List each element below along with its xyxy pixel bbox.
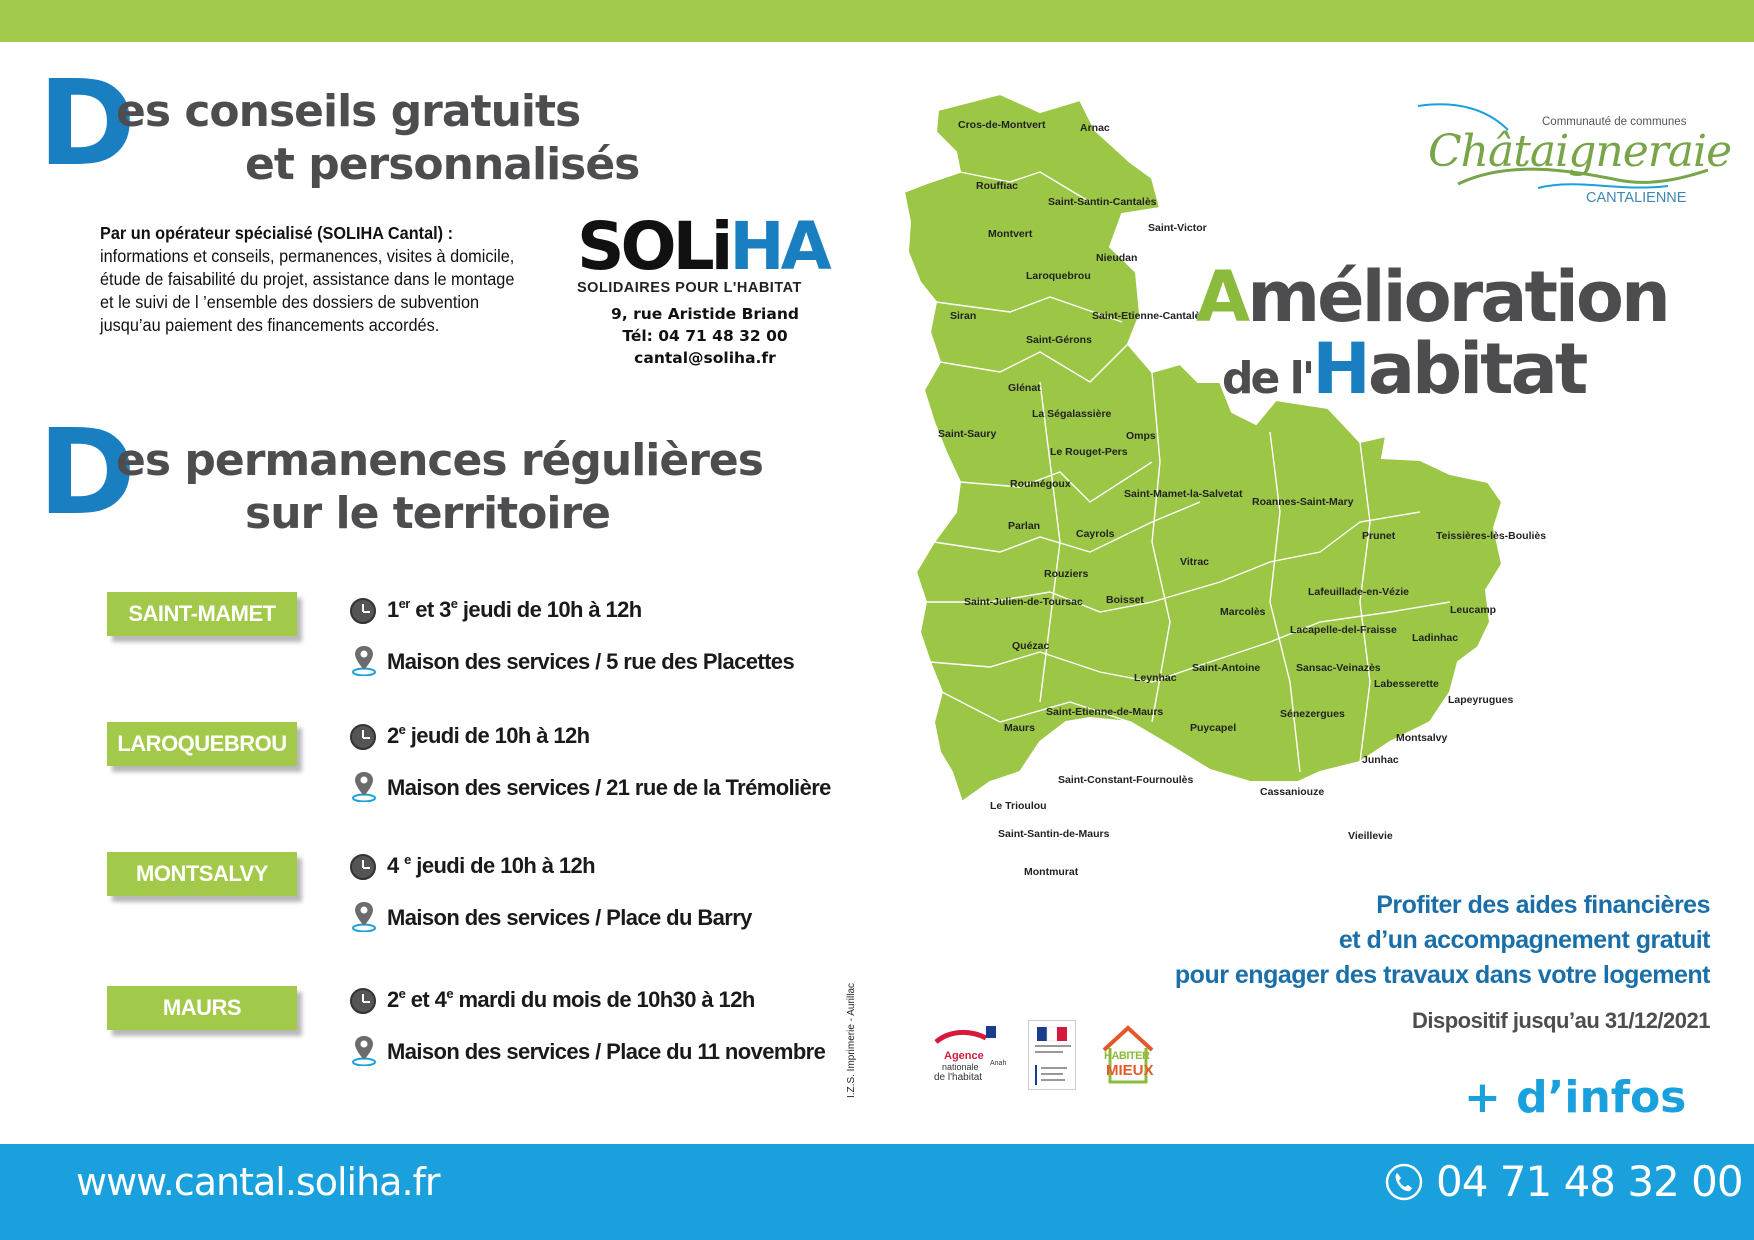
map-label: Saint-Etienne-Cantalès — [1092, 310, 1207, 322]
map-label: Sénezergues — [1280, 708, 1345, 720]
map-label: Lapeyrugues — [1448, 694, 1514, 706]
title-line1-rest: mélioration — [1247, 256, 1668, 338]
map-label: Nieudan — [1096, 252, 1138, 264]
map-label: Montvert — [988, 228, 1033, 240]
clock-icon — [350, 724, 376, 750]
map-label: Cassaniouze — [1260, 786, 1325, 798]
town-badge: SAINT-MAMET — [107, 592, 297, 636]
clock-icon — [350, 598, 376, 624]
map-label: Cayrols — [1076, 528, 1115, 540]
soliha-contact — [560, 303, 850, 369]
map-label: Teissières-lès-Bouliès — [1436, 530, 1547, 542]
heading-conseils-line2: et personnalisés — [245, 139, 640, 190]
soliha-tagline: SOLIDAIRES POUR L'HABITAT — [577, 280, 802, 296]
town-badge: MAURS — [107, 986, 297, 1030]
plus-infos: + d’infos — [1464, 1076, 1687, 1116]
profit-line1: Profiter des aides financières — [1376, 891, 1710, 919]
heading-permanences-initial: D — [38, 403, 136, 541]
map-label: Prunet — [1362, 530, 1396, 542]
map-label: Montsalvy — [1396, 732, 1448, 744]
chataigneraie-top: Communauté de communes — [1542, 116, 1687, 128]
clock-icon — [350, 854, 376, 880]
profit-text — [1060, 888, 1710, 993]
intro-lead: Par un opérateur spécialisé (SOLIHA Cantal) : — [100, 223, 454, 243]
schedule-where: Maison des services / Place du Barry — [387, 905, 752, 930]
map-label: Omps — [1126, 430, 1156, 442]
map-label: Marcolès — [1220, 606, 1266, 618]
map-label: Saint-Etienne-de-Maurs — [1046, 706, 1164, 718]
map-label: La Ségalassière — [1032, 408, 1112, 420]
map-label: Saint-Victor — [1148, 222, 1207, 234]
habiter-line1: HABITER — [1104, 1050, 1150, 1062]
title-line2-rest: abitat — [1367, 328, 1586, 410]
map-label: Leucamp — [1450, 604, 1497, 616]
heading-permanences-line2: sur le territoire — [245, 488, 611, 539]
heading-permanences-line1: es permanences régulières — [116, 435, 763, 486]
map-label: Labesserette — [1374, 678, 1439, 690]
map-label: Siran — [950, 310, 977, 322]
map-label: Saint-Mamet-la-Salvetat — [1124, 488, 1243, 500]
clock-icon — [350, 988, 376, 1014]
profit-line2: et d’un accompagnement gratuit — [1338, 926, 1710, 954]
map-label: Saint-Julien-de-Toursac — [964, 596, 1083, 608]
map-label: Saint-Gérons — [1026, 334, 1092, 346]
schedule-row — [0, 592, 900, 702]
map-label: Parlan — [1008, 520, 1041, 532]
map-label: Glénat — [1008, 382, 1041, 394]
soliha-logo-accent: HA — [729, 208, 828, 285]
title-line2 — [1222, 328, 1586, 410]
top-green-band — [0, 0, 1754, 42]
map-label: Ladinhac — [1412, 632, 1459, 644]
map-label: Roumégoux — [1010, 478, 1071, 490]
town-badge: MONTSALVY — [107, 852, 297, 896]
anah-small: Anah — [990, 1060, 1007, 1067]
schedule-where: Maison des services / 21 rue de la Trémolière — [387, 775, 831, 800]
soliha-logo-main: SOLi — [577, 208, 730, 285]
intro-body: informations et conseils, permanences, visites à domicile, étude de faisabilité du projet, assistance dans le montage et le suivi de l ’ensemble des dossiers de subvention jusqu’au paiement des financements accordés. — [100, 246, 515, 335]
location-pin-icon — [352, 644, 376, 676]
map-label: Boisset — [1106, 594, 1144, 606]
map-label: Arnac — [1080, 122, 1110, 134]
map-label: Saint-Saury — [938, 428, 997, 440]
map-label: Junhac — [1362, 754, 1399, 766]
anah-line3: de l'habitat — [934, 1072, 983, 1083]
map-label: Roannes-Saint-Mary — [1252, 496, 1354, 508]
anah-logo — [930, 1020, 1010, 1090]
map-label: Laroquebrou — [1026, 270, 1091, 282]
soliha-email[interactable]: cantal@soliha.fr — [634, 349, 776, 367]
map-label: Le Rouget-Pers — [1050, 446, 1128, 458]
map-label: Rouziers — [1044, 568, 1089, 580]
intro-text — [100, 222, 519, 337]
anah-line2: nationale — [942, 1062, 979, 1072]
printer-credit: I.Z.S. Imprimerie - Aurillac — [846, 982, 857, 1098]
map-label: Sansac-Veinazès — [1296, 662, 1381, 674]
habiter-mieux-logo — [1098, 1020, 1158, 1090]
map-label: Saint-Constant-Fournoulès — [1058, 774, 1194, 786]
title-line1 — [1196, 256, 1668, 338]
map-label: Quézac — [1012, 640, 1050, 652]
map-label: Leynhac — [1134, 672, 1177, 684]
map-label: Lacapelle-del-Fraisse — [1290, 624, 1397, 636]
map-label: Maurs — [1004, 722, 1035, 734]
location-pin-icon — [352, 900, 376, 932]
location-pin-icon — [352, 770, 376, 802]
map-label: Montmurat — [1024, 866, 1079, 878]
soliha-logo — [577, 208, 828, 296]
dispositif-date: Dispositif jusqu’au 31/12/2021 — [1411, 1008, 1710, 1033]
title-initial-a: A — [1196, 256, 1248, 338]
schedule-when: 2e jeudi de 10h à 12h — [387, 722, 590, 748]
schedule-when: 4 $^e$ jeudi de 10h à 12h — [387, 852, 596, 878]
map-label: Vitrac — [1180, 556, 1209, 568]
town-badge: LAROQUEBROU — [107, 722, 297, 766]
chataigneraie-sub: CANTALIENNE — [1586, 190, 1687, 206]
map-label: Puycapel — [1190, 722, 1237, 734]
phone-number[interactable]: 04 71 48 32 00 — [1436, 1157, 1743, 1206]
heading-conseils-line1: es conseils gratuits — [116, 86, 581, 137]
schedule-when: 1er et 3e jeudi de 10h à 12h — [387, 596, 642, 622]
chataigneraie-name: Châtaigneraie — [1428, 126, 1732, 177]
schedule-row — [0, 986, 900, 1096]
schedule-where: Maison des services / Place du 11 novembre — [387, 1039, 826, 1064]
map-label: Saint-Antoine — [1192, 662, 1261, 674]
marianne-icon — [1029, 1021, 1077, 1091]
location-pin-icon — [352, 1034, 376, 1066]
habiter-line2: MIEUX — [1106, 1062, 1154, 1079]
website-link[interactable]: www.cantal.soliha.fr — [76, 1160, 440, 1204]
profit-line3: pour engager des travaux dans votre logement — [1174, 961, 1710, 989]
map-label: Le Trioulou — [990, 800, 1047, 812]
schedule-where: Maison des services / 5 rue des Placettes — [387, 649, 795, 674]
title-initial-h: H — [1312, 328, 1368, 410]
map-label: Cros-de-Montvert — [958, 119, 1046, 131]
heading-conseils-initial: D — [38, 54, 136, 192]
soliha-address: 9, rue Aristide Briand — [611, 305, 799, 323]
schedule-row — [0, 852, 900, 962]
chataigneraie-logo — [1418, 100, 1732, 210]
phone-icon — [1384, 1162, 1424, 1202]
anah-line1: Agence — [944, 1050, 984, 1062]
schedule-row — [0, 722, 900, 832]
title-line2-prefix: de l' — [1222, 353, 1313, 404]
map-label: Saint-Santin-Cantalès — [1048, 196, 1157, 208]
schedule-when: 2e et 4e mardi du mois de 10h30 à 12h — [387, 986, 755, 1012]
map-label: Saint-Santin-de-Maurs — [998, 828, 1110, 840]
map-label: Vieillevie — [1348, 830, 1393, 842]
soliha-phone: Tél: 04 71 48 32 00 — [622, 327, 788, 345]
republique-logo — [1028, 1020, 1076, 1090]
map-label: Rouffiac — [976, 180, 1018, 192]
map-label: Lafeuillade-en-Vézie — [1308, 586, 1409, 598]
